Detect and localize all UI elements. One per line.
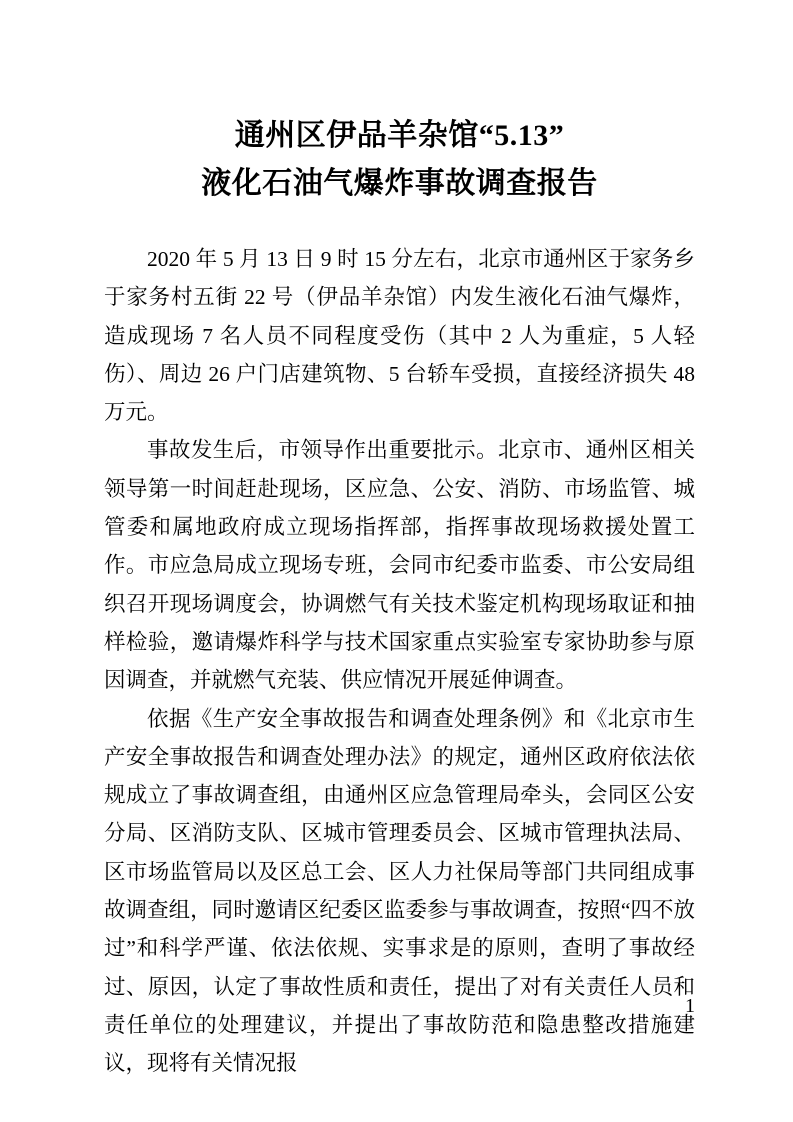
document-content: [104, 112, 695, 1083]
paragraph-intro-accident: 2020 年 5 月 13 日 9 时 15 分左右，北京市通州区于家务乡于家务村五街 22 号（伊品羊杂馆）内发生液化石油气爆炸，造成现场 7 名人员不同程度受伤（其中 2 人为重症，5 人轻伤）、周边 26 户门店建筑物、5 台轿车受损，直接经济损失 48 万元。: [104, 247, 695, 425]
paragraph-investigation-team: 依据《生产安全事故报告和调查处理条例》和《北京市生产安全事故报告和调查处理办法》的规定，通州区政府依法依规成立了事故调查组，由通州区应急管理局牵头，会同区公安分局、区消防支队、区城市管理委员会、区城市管理执法局、区市场监管局以及区总工会、区人力社保局等部门共同组成事故调查组，同时邀请区纪委区监委参与事故调查，按照“四不放过”和科学严谨、依法依规、实事求是的原则，查明了事故经过、原因，认定了事故性质和责任，提出了对有关责任人员和责任单位的处理建议，并提出了事故防范和隐患整改措施建议，现将有关情况报: [104, 706, 695, 1076]
document-title-line-2: 液化石油气爆炸事故调查报告: [201, 167, 598, 200]
document-body: [104, 240, 695, 1083]
document-title-line-1: 通州区伊品羊杂馆“5.13”: [234, 119, 565, 152]
paragraph-response-actions: 事故发生后，市领导作出重要批示。北京市、通州区相关领导第一时间赶赴现场，区应急、公安、消防、市场监管、城管委和属地政府成立现场指挥部，指挥事故现场救援处置工作。市应急局成立现场专班，会同市纪委市监委、市公安局组织召开现场调度会，协调燃气有关技术鉴定机构现场取证和抽样检验，邀请爆炸科学与技术国家重点实验室专家协助参与原因调查，并就燃气充装、供应情况开展延伸调查。: [104, 438, 695, 693]
page-number: 1: [685, 995, 695, 1017]
document-title: [104, 112, 695, 208]
